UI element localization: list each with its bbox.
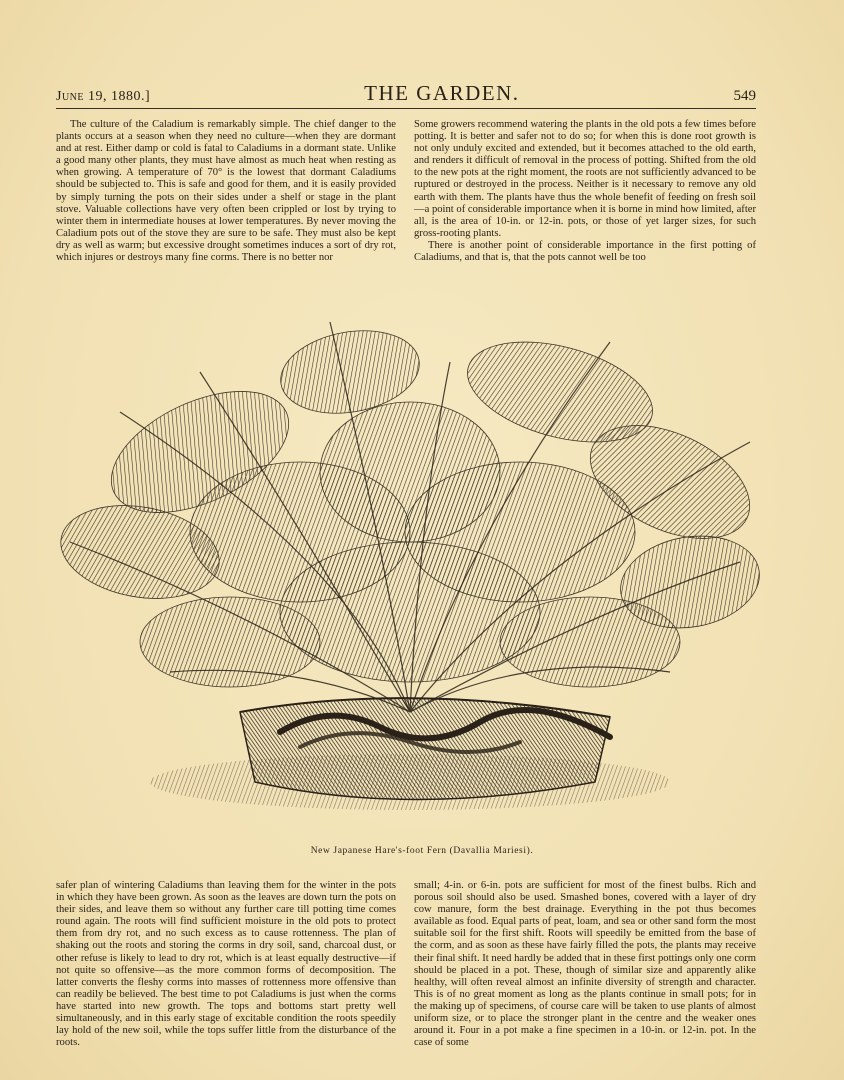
illustration-caption: New Japanese Hare's-foot Fern (Davallia Mariesi).	[310, 846, 534, 856]
issue-date: June 19, 1880.]	[56, 89, 151, 104]
paragraph: The culture of the Caladium is remarkably simple. The chief danger to the plants occurs at a season when they need no culture—when they are dormant and at rest. Either damp or cold is fatal to Caladiums in a dormant state. Unlike a good many other plants, they must have almost as much heat when resting as when growing. A temperature of 70° is the lowest that dormant Caladiums should be subjected to. This is safe and good for them, and it is easily provided by simply turning the pots on their sides under a shelf or stage in the plant stove. Valuable collections have very often been crippled or lost by trying to winter them in intermediate houses at lower temperatures. By never moving the Caladium pots out of the stove they are sure to be safe. They must also be kept dry as well as warm; but excessive drought sometimes induces a sort of dry rot, which injures or destroys many fine corms. There is no better nor	[56, 119, 396, 264]
column-top-left	[56, 119, 396, 264]
column-bottom-left	[56, 880, 396, 1049]
column-top-right	[414, 119, 756, 264]
page-header	[56, 82, 756, 109]
page-number: 549	[733, 88, 756, 104]
column-bottom-right	[414, 880, 756, 1049]
publication-title: THE GARDEN.	[364, 81, 520, 105]
paragraph: safer plan of wintering Caladiums than leaving them for the winter in the pots in which they have been grown. As soon as the leaves are down turn the pots on their sides, and leave them so without any further care till potting time comes round again. The roots will find sufficient moisture in the old pots to protect them from dry rot, and no such excess as to cause rottenness. The plan of shaking out the roots and storing the corms in dry soil, sand, charcoal dust, or other refuse is likely to lead to dry rot, which is at least equally destructive—if not quite so offensive—as the more common forms of decomposition. The latter converts the fleshy corms into masses of rottenness more offensive than can readily be believed. The best time to pot Caladiums is just when the corms have started into new growth. The tops and bottoms start pretty well simultaneously, and in this early stage of excitable condition the roots speedily lay hold of the new soil, while the tops suffer little from the disturbance of the roots.	[56, 880, 396, 1049]
paragraph: Some growers recommend watering the plants in the old pots a few times before potting. It is better and safer not to do so; for when this is done root growth is not only unduly excited and extended, but it becomes attached to the old earth, and renders it difficult of removal in the process of potting. Shifted from the old to the new pots at the right moment, the roots are not sufficiently advanced to be ruptured or destroyed in the process. Neither is it necessary to remove any old earth with them. The plants have thus the whole benefit of feeding on fresh soil—a point of considerable importance when it is borne in mind how limited, after all, is the area of 10-in. or 12-in. pots, or those of yet larger sizes, for such gross-rooting plants.	[414, 119, 756, 239]
fern-engraving-icon	[50, 312, 770, 832]
paragraph: small; 4-in. or 6-in. pots are sufficient for most of the finest bulbs. Rich and porous soil should also be used. Smashed bones, covered with a layer of dry cow manure, form the best drainage. Everything in the pot thus becomes available as food. Equal parts of peat, loam, and sea or other sand form the most suitable soil for the first shift. Roots will speedily be emitted from the base of the corm, and as soon as these have fairly filled the pots, the plants may receive their final shift. It need hardly be added that in these first pottings only one corm should be placed in a pot. These, though of similar size and apparently alike healthy, will often reveal almost an infinite diversity of strength and character. This is of no great moment as long as the plants continue in small pots; for in the making up of specimens, of course care will be taken to use plants of almost uniform size, or to place the stronger plant in the centre and the weaker ones around it. Four in a pot make a fine specimen in a 10-in. or 12-in. pot. In the case of some	[414, 880, 756, 1049]
paragraph: There is another point of considerable importance in the first potting of Caladiums, and that is, that the pots cannot well be too	[414, 239, 756, 264]
